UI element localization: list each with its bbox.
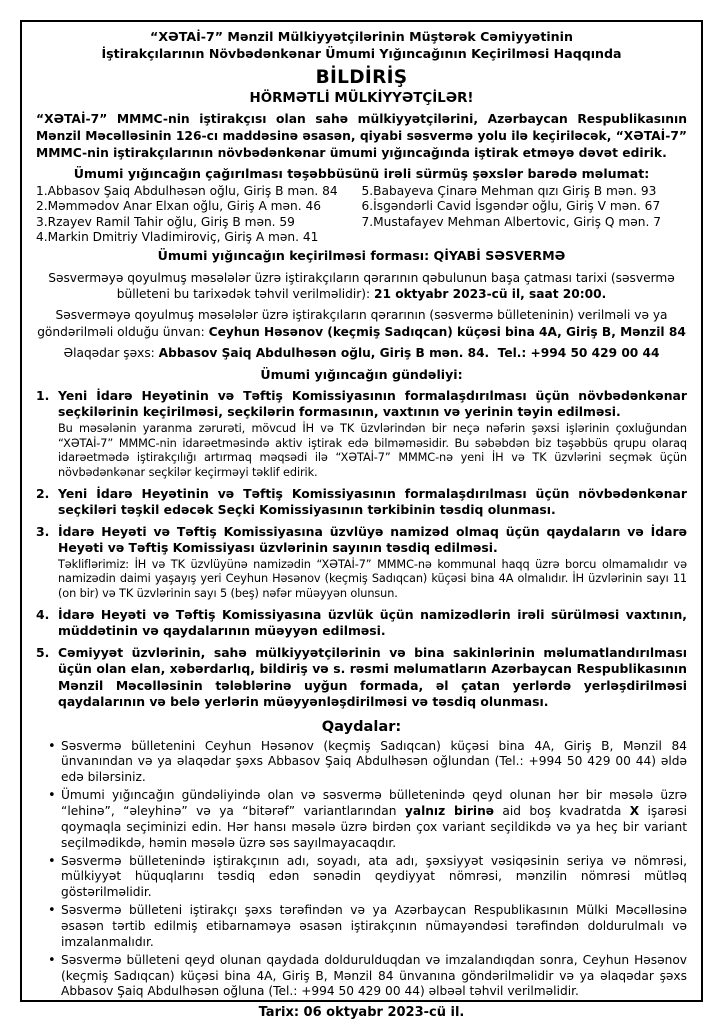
agenda-item-title: İdarə Heyəti və Təftiş Komissiyasına üzvlük üçün namizədlərin irəli sürülməsi vaxtının, müddətinin və qaydalarının müəyyən edilməsi. xyxy=(58,606,687,639)
agenda-item-note: Təkliflərimiz: İH və TK üzvlüyünə namizədin “XƏTAİ-7” MMMC-nə kommunal haqq üzrə borcu olmamalıdır və namizədin daimi yaşayış yeri Ceyhun Həsənov (keçmiş Sadıqcan) küçəsi bina 4A olmalıdır. İH üzvlərinin sayı 11 (on bir) və TK üzvlərinin sayı 5 (beş) nəfər müəyyən olunsun. xyxy=(58,557,687,600)
voting-form-heading: Ümumi yığıncağın keçirilməsi forması: QİYABİ SƏSVERMƏ xyxy=(157,248,566,264)
initiator-item: 5.Babayeva Çinarə Mehman qızı Giriş B mən. 93 xyxy=(361,183,657,198)
rule-bold-text: X xyxy=(629,804,640,818)
initiators-left-column xyxy=(36,184,362,246)
agenda-item-title: Yeni İdarə Heyətinin və Təftiş Komissiyasının formalaşdırılması üçün növbədənkənar seçkiləri təşkil edəcək Seçki Komissiyasının tərkibinin təsdiq olunması. xyxy=(58,485,687,518)
voting-address-paragraph xyxy=(36,307,687,340)
date-line: Tarix: 06 oktyabr 2023-cü il. xyxy=(258,1005,465,1021)
agenda-item-title: Yeni İdarə Heyətinin və Təftiş Komissiyasının formalaşdırılması üçün növbədənkənar seçkilərinin keçirilməsi, seçkilərin formasının, vaxtının və yerinin təyin edilməsi. xyxy=(58,387,687,420)
initiator-item: 7.Mustafayev Mehman Albertovic, Giriş Q mən. 7 xyxy=(361,214,661,229)
contact-value: Abbasov Şaiq Abdulhəsən oğlu, Giriş B mən. 84. Tel.: +994 50 429 00 44 xyxy=(158,346,660,361)
rule-item xyxy=(46,788,687,851)
voting-address-text: Səsverməyə qoyulmuş məsələlər üzrə iştirakçıların qərarının (səsvermə bülleteninin) verilməli və ya göndərilməli olduğu ünvan: xyxy=(37,308,668,339)
initiators-list xyxy=(36,184,687,246)
agenda-item xyxy=(36,388,687,421)
rule-text: Ümumi yığıncağın gündəliyində olan və səsvermə bülletenində qeyd olunan hər bir məsələ üzrə “lehinə”, “əleyhinə” və ya “bitərəf” variantlarından xyxy=(61,788,687,818)
rule-text: işarəsi qoymaqla seçiminizi edin. Hər hansı məsələ üzrə birdən çox variant seçildikdə və ya heç bir variant seçilmədikdə, həmin məsələ üzrə səs sayılmayacaqdır. xyxy=(61,804,687,850)
rules-heading: Qaydalar: xyxy=(321,717,402,735)
voting-deadline-value: 21 oktyabr 2023-cü il, saat 20:00. xyxy=(374,287,607,302)
intro-paragraph: “XƏTAİ-7” MMMC-nin iştirakçısı olan sahə mülkiyyətçilərini, Azərbaycan Respublikasının Mənzil Məcəlləsinin 126-cı maddəsinə əsasən, qiyabi səsvermə yolu ilə keçiriləcək, “XƏTAİ-7” MMMC-nin iştirakçılarının növbədənkənar ümumi yığıncağında iştirak etməyə dəvət edirik. xyxy=(36,112,687,160)
agenda-item-note: Bu məsələnin yaranma zərurəti, mövcud İH və TK üzvlərindən bir neçə nəfərin şəxsi işlərinin çoxluğundan “XƏTAİ-7” MMMC-nin idarəetməsində aktiv iştirak edə bilməməsidir. Bu səbəbdən biz təşəbbüs qrupu olaraq idarəetmədə iştirakçılığı artırmaq məqsədi ilə “XƏTAİ-7” MMMC-nə yeni İH və TK üzvlərini seçmək üçün növbədənkənar seçkilər keçirməyi təklif edirik. xyxy=(58,421,687,479)
rule-item xyxy=(46,854,687,902)
notice-document xyxy=(20,20,703,1021)
agenda-item xyxy=(36,607,687,640)
document-title: BİLDİRİŞ xyxy=(315,67,408,89)
rule-bold-text: yalnız birinə xyxy=(404,804,495,818)
agenda-item-number: 3. xyxy=(36,523,50,539)
initiator-item: 4.Markin Dmitriy Vladimiroviç, Giriş A mən. 41 xyxy=(36,230,319,245)
voting-address-value: Ceyhun Həsənov (keçmiş Sadıqcan) küçəsi bina 4A, Giriş B, Mənzil 84 xyxy=(208,324,686,339)
rule-item xyxy=(46,953,687,1001)
rule-text: Səsvermə bülleteni qeyd olunan qaydada doldurulduqdan və imzalandıqdan sonra, Ceyhun Həsənov (keçmiş Sadıqcan) küçəsi bina 4A, Giriş B, Mənzil 84 ünvanına göndərilməlidir və ya əlaqədar şəxs Abbasov Şaiq Abdulhəsən oğluna (Tel.: +994 50 429 00 44) əlbəəl təhvil verilməlidir. xyxy=(61,952,687,999)
document-header-line2: İştirakçılarının Növbədənkənar Ümumi Yığıncağının Keçirilməsi Haqqında xyxy=(101,45,622,61)
agenda-item xyxy=(36,645,687,711)
contact-paragraph xyxy=(36,345,687,361)
initiator-item: 3.Rzayev Ramil Tahir oğlu, Giriş B mən. 59 xyxy=(36,214,295,229)
agenda-heading: Ümumi yığıncağın gündəliyi: xyxy=(260,366,463,382)
rule-text: Səsvermə bülleteni iştirakçı şəxs tərəfindən və ya Azərbaycan Respublikasının Mülki Məcəlləsinə əsasən tərtib edilmiş etibarnaməyə əsasən iştirakçının nümayəndəsi tərəfindən doldurulmalı və imzalanmalıdır. xyxy=(61,903,687,949)
agenda-list xyxy=(36,388,687,711)
agenda-item-title: Cəmiyyət üzvlərinin, sahə mülkiyyətçilərinin və bina sakinlərinin məlumatlandırılması üçün olan elan, xəbərdarlıq, bildiriş və s. rəsmi məlumatların Azərbaycan Respublikasının Mənzil Məcəlləsinin tələblərinə uyğun formada, əl çatan yerlərdə yerləşdirilməsi qaydalarının və belə yerlərin müəyyənləşdirilməsi və təsdiq olunması. xyxy=(58,644,687,710)
agenda-item-title: İdarə Heyəti və Təftiş Komissiyasına üzvlüyə namizəd olmaq üçün qaydaların və İdarə Heyəti və Təftiş Komissiyası üzvlərinin sayının təsdiq edilməsi. xyxy=(58,523,687,556)
agenda-item-number: 4. xyxy=(36,606,50,622)
agenda-item-number: 2. xyxy=(36,485,50,501)
initiator-item: 2.Məmmədov Anar Elxan oğlu, Giriş A mən. 46 xyxy=(36,199,322,214)
initiators-heading: Ümumi yığıncağın çağırılması təşəbbüsünü irəli sürmüş şəxslər barədə məlumat: xyxy=(73,165,650,181)
agenda-item-number: 1. xyxy=(36,387,50,403)
document-header-line1: “XƏTAİ-7” Mənzil Mülkiyyətçilərinin Müştərək Cəmiyyətinin xyxy=(150,29,573,44)
rule-item xyxy=(46,903,687,951)
rule-text: Səsvermə bülletenində iştirakçının adı, soyadı, ata adı, şəxsiyyət vəsiqəsinin seriya və nömrəsi, mülkiyyət hüquqlarını təsdiq edən sənədin qeydiyyat nömrəsi, mənzilin nömrəsi mütləq göstərilməlidir. xyxy=(61,853,687,900)
initiator-item: 1.Abbasov Şaiq Abdulhəsən oğlu, Giriş B mən. 84 xyxy=(36,183,338,198)
rule-item xyxy=(46,739,687,787)
initiators-right-column xyxy=(362,184,688,246)
contact-label: Əlaqədar şəxs: xyxy=(63,346,159,361)
agenda-item xyxy=(36,486,687,519)
voting-deadline-paragraph xyxy=(36,270,687,303)
rule-text: aid boş kvadratda xyxy=(494,804,630,818)
voting-deadline-text: Səsverməyə qoyulmuş məsələlər üzrə iştirakçıların qərarının qəbulunun başa çatması tarixi (səsvermə bülleteni bu tarixədək təhvil verilməlidir): xyxy=(48,270,675,302)
rules-list xyxy=(36,739,687,1001)
initiator-item: 6.İsgəndərli Cavid İsgəndər oğlu, Giriş V mən. 67 xyxy=(361,199,661,214)
salutation-heading: HÖRMƏTLİ MÜLKİYYƏTÇİLƏR! xyxy=(249,91,474,107)
rule-text: Səsvermə bülletenini Ceyhun Həsənov (keçmiş Sadıqcan) küçəsi bina 4A, Giriş B, Mənzil 84 ünvanından və ya əlaqədar şəxs Abbasov Şaiq Abdulhəsən oğlundan (Tel.: +994 50 429 00 44) əldə edə bilərsiniz. xyxy=(61,738,687,785)
agenda-item xyxy=(36,524,687,557)
agenda-item-number: 5. xyxy=(36,644,50,660)
